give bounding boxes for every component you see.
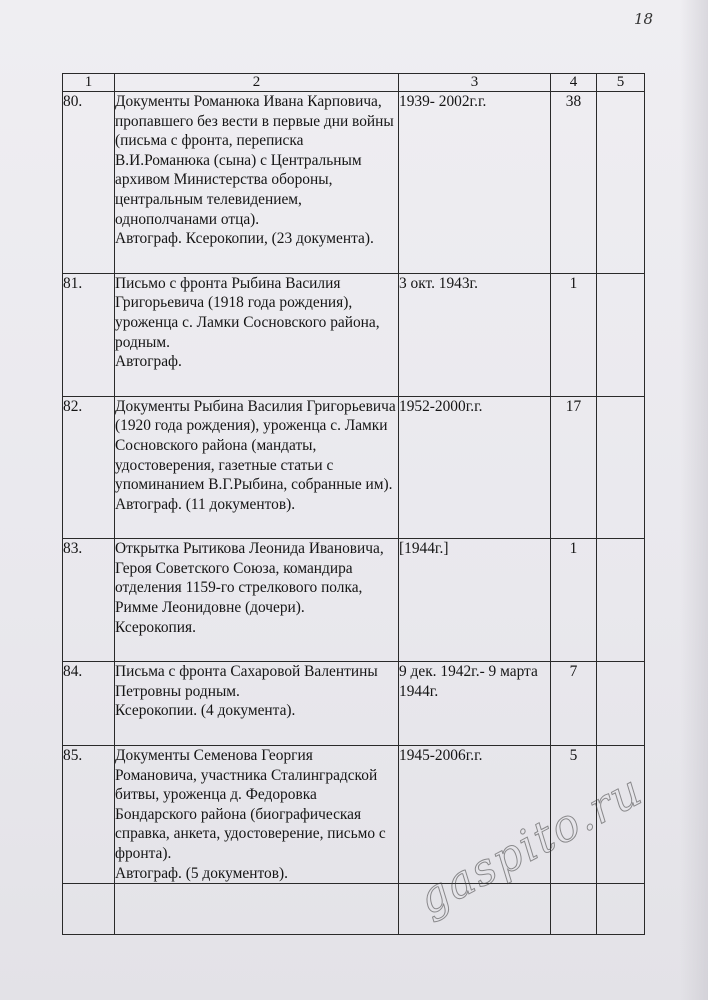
notes-cell	[597, 662, 645, 746]
filler-cell	[551, 884, 597, 935]
row-number-cell	[63, 539, 115, 662]
header-col-count: 4	[551, 74, 597, 92]
description-cell	[115, 273, 399, 396]
header-col-number: 1	[63, 74, 115, 92]
row-number: 83.	[63, 540, 83, 558]
date-cell	[399, 273, 551, 396]
count-cell	[551, 662, 597, 746]
table-row	[63, 92, 645, 274]
sheet-count: 5	[569, 747, 578, 765]
row-number: 84.	[63, 663, 83, 681]
description-text: Письма с фронта Сахаровой Валентины Петровны родным.	[115, 663, 378, 700]
header-col-description: 2	[115, 74, 399, 92]
description-form: Автограф. (5 документов).	[115, 864, 288, 882]
page-edge-shadow	[680, 0, 708, 1000]
sheet-count: 1	[569, 274, 578, 292]
description-text: Открытка Рытикова Леонида Ивановича, Героя Советского Союза, командира отделения 1159-го стрелкового полка, Римме Леонидовне (дочери).	[115, 540, 384, 617]
header-col-notes: 5	[597, 74, 645, 92]
description-text: Документы Романюка Ивана Карповича, пропавшего без вести в первые дни войны (письма с фронта, переписка В.И.Романюка (сына) с Центральным архивом Министерства обороны, центральным телевидением, однополчанами отца).	[115, 93, 394, 228]
description-form: Автограф. (11 документов).	[115, 495, 296, 513]
description-text: Письмо с фронта Рыбина Василия Григорьевича (1918 года рождения), уроженца с. Ламки Сосновского района, родным.	[115, 274, 380, 351]
table-row	[63, 273, 645, 396]
date-range: 1952-2000г.г.	[399, 397, 483, 415]
row-number-cell	[63, 662, 115, 746]
sheet-count: 7	[569, 663, 578, 681]
notes-cell	[597, 273, 645, 396]
filler-cell	[63, 884, 115, 935]
description-text: Документы Семенова Георгия Романовича, участника Сталинградской битвы, уроженца д. Федоровка Бондарского района (биографическая справка, анкета, удостоверение, письмо с фронта).	[115, 747, 386, 862]
description-text: Документы Рыбина Василия Григорьевича (1920 года рождения), уроженца с. Ламки Сосновского района (мандаты, удостоверения, газетные статьи с упоминанием В.Г.Рыбина, собранные им).	[115, 397, 396, 494]
notes-cell	[597, 396, 645, 539]
table-row	[63, 396, 645, 539]
sheet-count: 1	[569, 540, 578, 558]
description-cell	[115, 539, 399, 662]
row-number: 81.	[63, 274, 83, 292]
row-number-cell	[63, 746, 115, 884]
page-number: 18	[634, 10, 654, 28]
description-form: Ксерокопии. (4 документа).	[115, 702, 296, 720]
header-row	[63, 74, 645, 92]
date-cell	[399, 662, 551, 746]
notes-cell	[597, 539, 645, 662]
count-cell	[551, 92, 597, 274]
filler-cell	[597, 884, 645, 935]
row-number: 85.	[63, 747, 83, 765]
description-form: Автограф. Ксерокопии, (23 документа).	[115, 230, 374, 248]
table-filler-row	[63, 884, 645, 935]
count-cell	[551, 273, 597, 396]
description-form: Автограф.	[115, 353, 182, 371]
count-cell	[551, 396, 597, 539]
header-col-dates: 3	[399, 74, 551, 92]
table-row	[63, 662, 645, 746]
description-cell	[115, 396, 399, 539]
date-cell	[399, 539, 551, 662]
count-cell	[551, 539, 597, 662]
row-number-cell	[63, 396, 115, 539]
date-cell	[399, 396, 551, 539]
date-range: 1945-2006г.г.	[399, 747, 483, 765]
description-cell	[115, 92, 399, 274]
row-number: 80.	[63, 93, 83, 110]
description-cell	[115, 746, 399, 884]
date-range: 1939- 2002г.г.	[399, 93, 487, 110]
notes-cell	[597, 92, 645, 274]
row-number: 82.	[63, 397, 83, 415]
row-number-cell	[63, 92, 115, 274]
table-row	[63, 539, 645, 662]
filler-cell	[115, 884, 399, 935]
date-range: [1944г.]	[399, 540, 449, 558]
date-range: 3 окт. 1943г.	[399, 274, 478, 292]
description-form: Ксерокопия.	[115, 618, 196, 636]
row-number-cell	[63, 273, 115, 396]
sheet-count: 17	[565, 397, 582, 415]
description-cell	[115, 662, 399, 746]
sheet-count: 38	[565, 93, 582, 110]
date-range: 9 дек. 1942г.- 9 марта 1944г.	[399, 663, 538, 700]
date-cell	[399, 92, 551, 274]
watermark-text: gaspito.ru	[410, 764, 652, 926]
